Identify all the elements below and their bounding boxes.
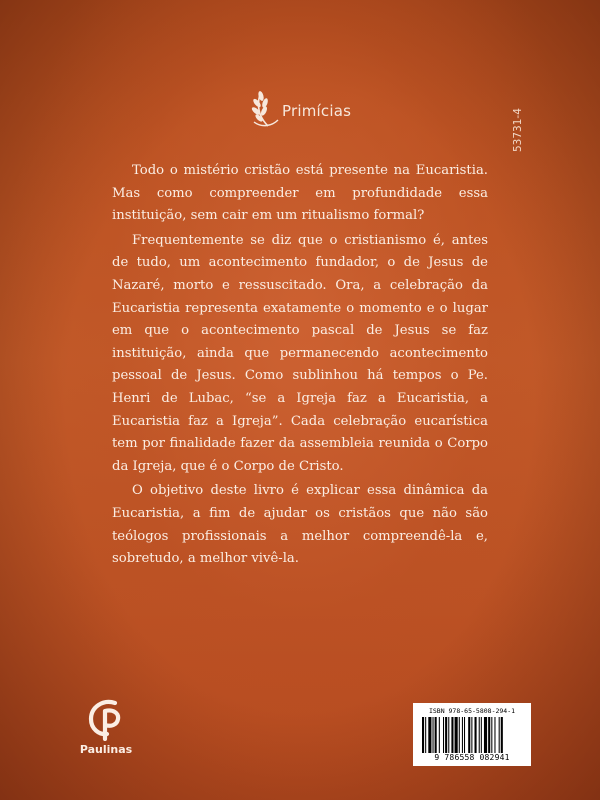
barcode-bar: [488, 717, 490, 753]
isbn-label: ISBN 978-65-5808-294-1: [428, 707, 516, 715]
barcode-bar: [428, 717, 431, 753]
synopsis-paragraph-2: Frequentemente se diz que o cristianismo é, antes de tudo, um acontecimento fundador, o de Jesus de Nazaré, morto e ressuscitado. Ora, a celebração da Eucaristia representa exatamente o momento e o lugar em que o acontecimento pascal de Jesus se faz instituição, ainda que permanecendo acontecimento pessoal de Jesus. Como sublinhou há tempos o Pe. Henri de Lubac, “se a Igreja faz a Eucaristia, a Eucaristia faz a Igreja”. Cada celebração eucarística tem por finalidade fazer da assembleia reunida o Corpo da Igreja, que é o Corpo de Cristo.: [112, 232, 488, 474]
barcode-digits: 9 786558 082941: [434, 753, 510, 762]
barcode-bar: [448, 717, 449, 753]
publisher-name: Paulinas: [79, 743, 133, 756]
collection-name: Primícias: [282, 102, 352, 120]
barcode-bar: [475, 717, 477, 753]
barcode-bar: [451, 717, 453, 753]
synopsis-paragraph-1: Todo o mistério cristão está presente na Eucaristia. Mas como compreender em profundidade essa instituição, sem cair em um ritualismo formal?: [112, 163, 488, 224]
synopsis: [112, 160, 488, 573]
barcode-bar: [462, 717, 463, 753]
barcode-bar: [422, 717, 424, 753]
collection-brand: [248, 82, 378, 132]
product-code: [512, 98, 526, 152]
barcode-bar: [445, 717, 447, 753]
product-code-text: 53731-4: [512, 108, 524, 152]
barcode-bar: [464, 717, 465, 753]
barcode-bar: [468, 717, 470, 753]
barcode-bar: [494, 717, 495, 753]
synopsis-paragraph-3: O objetivo deste livro é explicar essa dinâmica da Eucaristia, a fim de ajudar os cristãos que não são teólogos profissionais a melhor compreendê-la e, sobretudo, a melhor vivê-la.: [112, 483, 488, 567]
barcode-bar: [433, 717, 434, 753]
barcode-bar: [435, 717, 437, 753]
barcode-bar: [443, 717, 444, 753]
paulinas-logo-icon: [85, 697, 125, 741]
barcode-bar: [425, 717, 426, 753]
barcode-bar: [501, 717, 503, 753]
barcode-bar: [471, 717, 472, 753]
publisher-brand: [75, 697, 145, 767]
barcode-bar: [479, 717, 480, 753]
barcode-bars: [422, 717, 526, 753]
barcode-bar: [481, 717, 482, 753]
barcode-bar: [499, 717, 500, 753]
barcode-bar: [484, 717, 487, 753]
barcode-bar: [455, 717, 458, 753]
barcode-bar: [491, 717, 492, 753]
barcode-bar: [459, 717, 460, 753]
barcode-bar: [439, 717, 440, 753]
isbn-barcode: [413, 703, 531, 766]
